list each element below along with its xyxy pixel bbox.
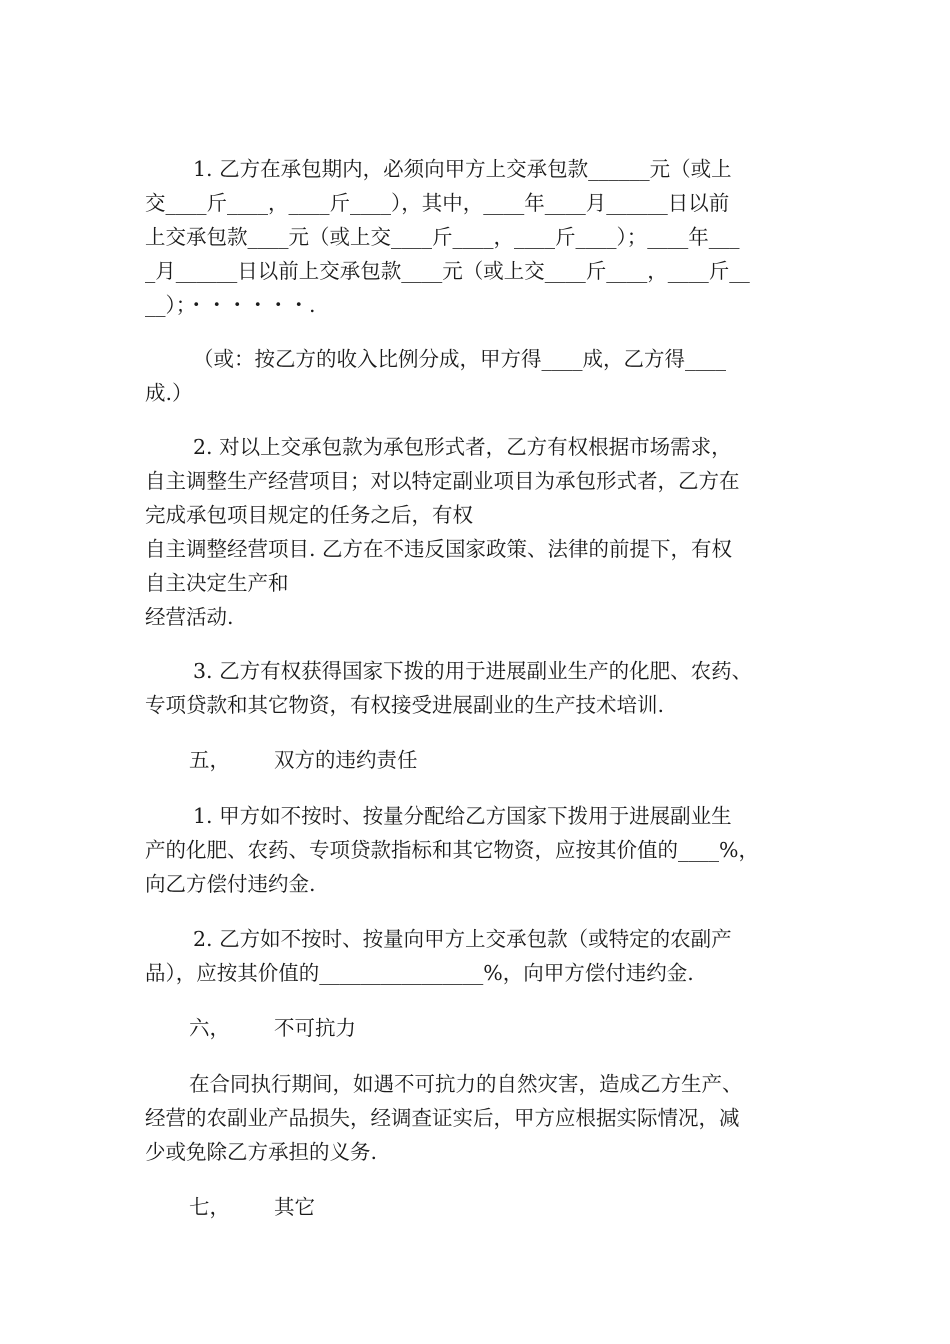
clause-1-line-4: _月______日以前上交承包款____元（或上交____斤____，____斤__ bbox=[145, 259, 750, 283]
clause-5-2-line-2: 品），应按其价值的________________%，向甲方偿付违约金. bbox=[145, 961, 694, 985]
clause-2-line-1: 2. 对以上交承包款为承包形式者，乙方有权根据市场需求， bbox=[193, 435, 732, 459]
clause-2-line-3: 完成承包项目规定的任务之后，有权 bbox=[145, 503, 473, 527]
section-6-title: 不可抗力 bbox=[274, 1016, 356, 1040]
clause-2-line-4: 自主调整经营项目. 乙方在不违反国家政策、法律的前提下，有权 bbox=[145, 537, 733, 561]
section-6-heading bbox=[189, 1011, 879, 1045]
force-majeure-line-3: 少或免除乙方承担的义务. bbox=[145, 1140, 378, 1164]
section-5-heading bbox=[189, 743, 879, 777]
clause-5-2-line-1: 2. 乙方如不按时、按量向甲方上交承包款（或特定的农副产 bbox=[193, 927, 732, 951]
clause-1-line-5: __）；・・・・・・. bbox=[145, 293, 316, 317]
section-7-heading bbox=[189, 1190, 879, 1224]
section-5-number: 五， bbox=[189, 748, 230, 772]
clause-5-1-line-3: 向乙方偿付违约金. bbox=[145, 872, 316, 896]
alt-clause-line-2: 成.） bbox=[145, 381, 193, 405]
clause-2-line-6: 经营活动. bbox=[145, 605, 234, 629]
clause-3-line-2: 专项贷款和其它物资，有权接受进展副业的生产技术培训. bbox=[145, 693, 665, 717]
section-6-number: 六， bbox=[189, 1016, 230, 1040]
clause-1-line-2: 交____斤____，____斤____），其中，____年____月______日以前 bbox=[145, 191, 730, 215]
force-majeure-line-2: 经营的农副业产品损失，经调查证实后，甲方应根据实际情况，减 bbox=[145, 1106, 740, 1130]
clause-1-line-3: 上交承包款____元（或上交____斤____，____斤____）；____年___ bbox=[145, 225, 740, 249]
clause-2-line-2: 自主调整生产经营项目；对以特定副业项目为承包形式者，乙方在 bbox=[145, 469, 740, 493]
section-7-title: 其它 bbox=[274, 1195, 315, 1219]
section-5-title: 双方的违约责任 bbox=[274, 748, 418, 772]
clause-3-line-1: 3. 乙方有权获得国家下拨的用于进展副业生产的化肥、农药、 bbox=[193, 659, 753, 683]
clause-1-line-1: 1. 乙方在承包期内，必须向甲方上交承包款______元（或上 bbox=[193, 157, 732, 181]
section-7-number: 七， bbox=[189, 1195, 230, 1219]
alt-clause-line-1: （或：按乙方的收入比例分成，甲方得____成，乙方得____ bbox=[193, 347, 726, 371]
clause-2-line-5: 自主决定生产和 bbox=[145, 571, 289, 595]
clause-5-1-line-2: 产的化肥、农药、专项贷款指标和其它物资，应按其价值的____%， bbox=[145, 838, 759, 862]
clause-5-1-line-1: 1. 甲方如不按时、按量分配给乙方国家下拨用于进展副业生 bbox=[193, 804, 732, 828]
force-majeure-line-1: 在合同执行期间，如遇不可抗力的自然灾害，造成乙方生产、 bbox=[189, 1072, 743, 1096]
